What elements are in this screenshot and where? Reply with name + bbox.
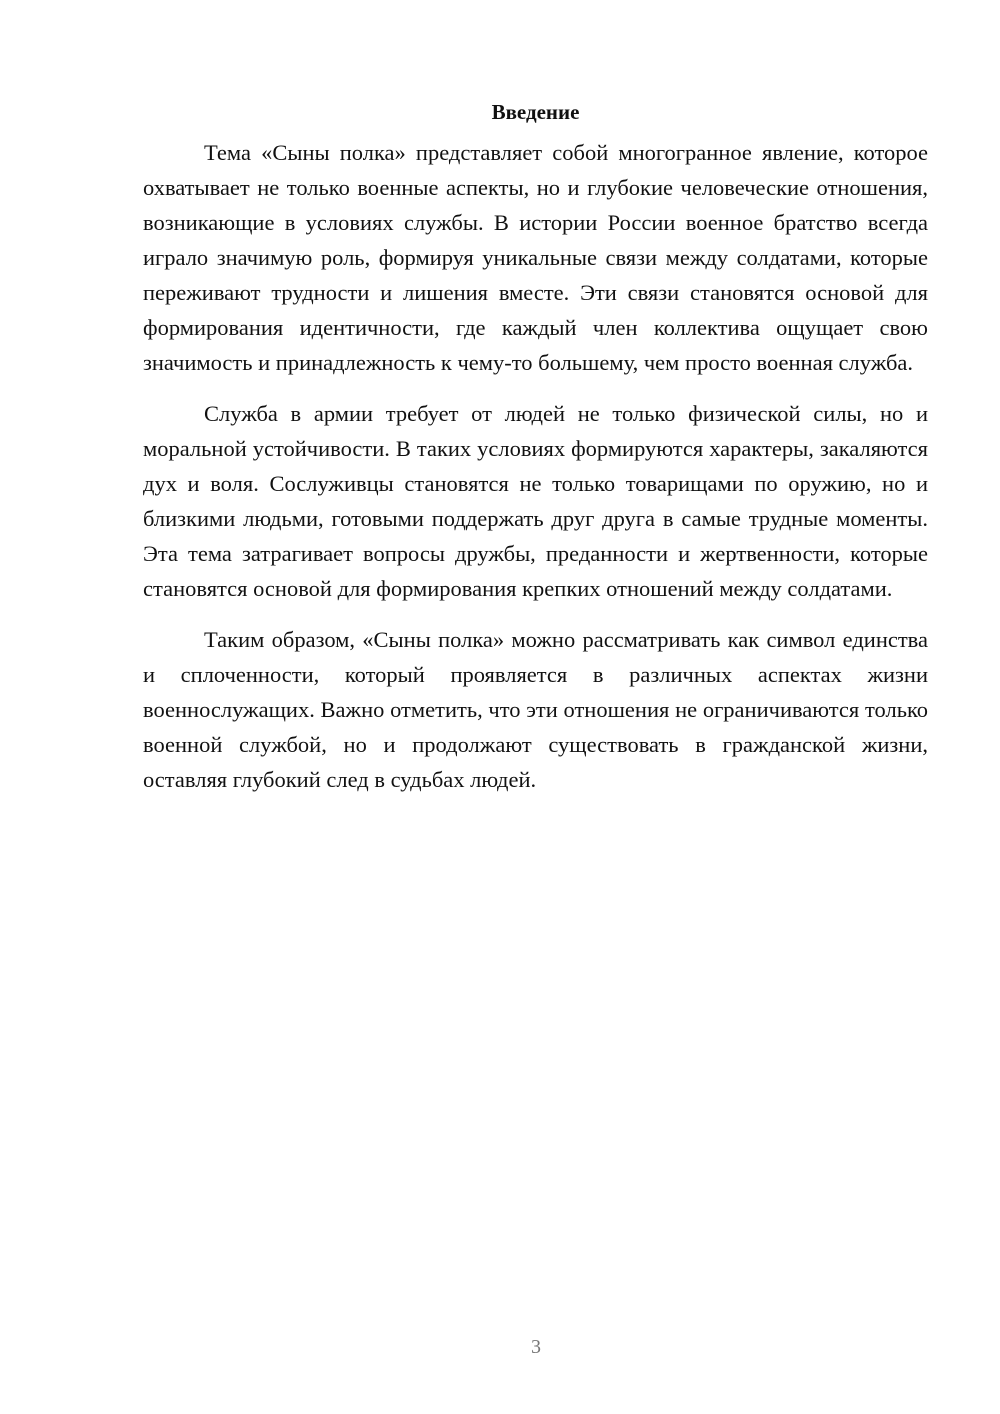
page-number: 3 [531, 1336, 541, 1358]
paragraph-2: Служба в армии требует от людей не только физической силы, но и моральной устойчивости. В таких условиях формируются характеры, закаляются дух и воля. Сослуживцы становятся не только товарищами по оружию, но и близкими людьми, готовыми поддержать друг друга в самые трудные моменты. Эта тема затрагивает вопросы дружбы, преданности и жертвенности, которые становятся основой для формирования крепких отношений между солдатами. [143, 401, 928, 601]
document-body [143, 97, 928, 813]
paragraph-3: Таким образом, «Сыны полка» можно рассматривать как символ единства и сплоченности, который проявляется в различных аспектах жизни военнослужащих. Важно отметить, что эти отношения не ограничиваются только военной службой, но и продолжают существовать в гражданской жизни, оставляя глубокий след в судьбах людей. [143, 627, 928, 792]
section-heading: Введение [491, 100, 580, 124]
paragraph-1: Тема «Сыны полка» представляет собой многогранное явление, которое охватывает не только военные аспекты, но и глубокие человеческие отношения, возникающие в условиях службы. В истории России военное братство всегда играло значимую роль, формируя уникальные связи между солдатами, которые переживают трудности и лишения вместе. Эти связи становятся основой для формирования идентичности, где каждый член коллектива ощущает свою значимость и принадлежность к чему-то большему, чем просто военная служба. [143, 140, 928, 375]
